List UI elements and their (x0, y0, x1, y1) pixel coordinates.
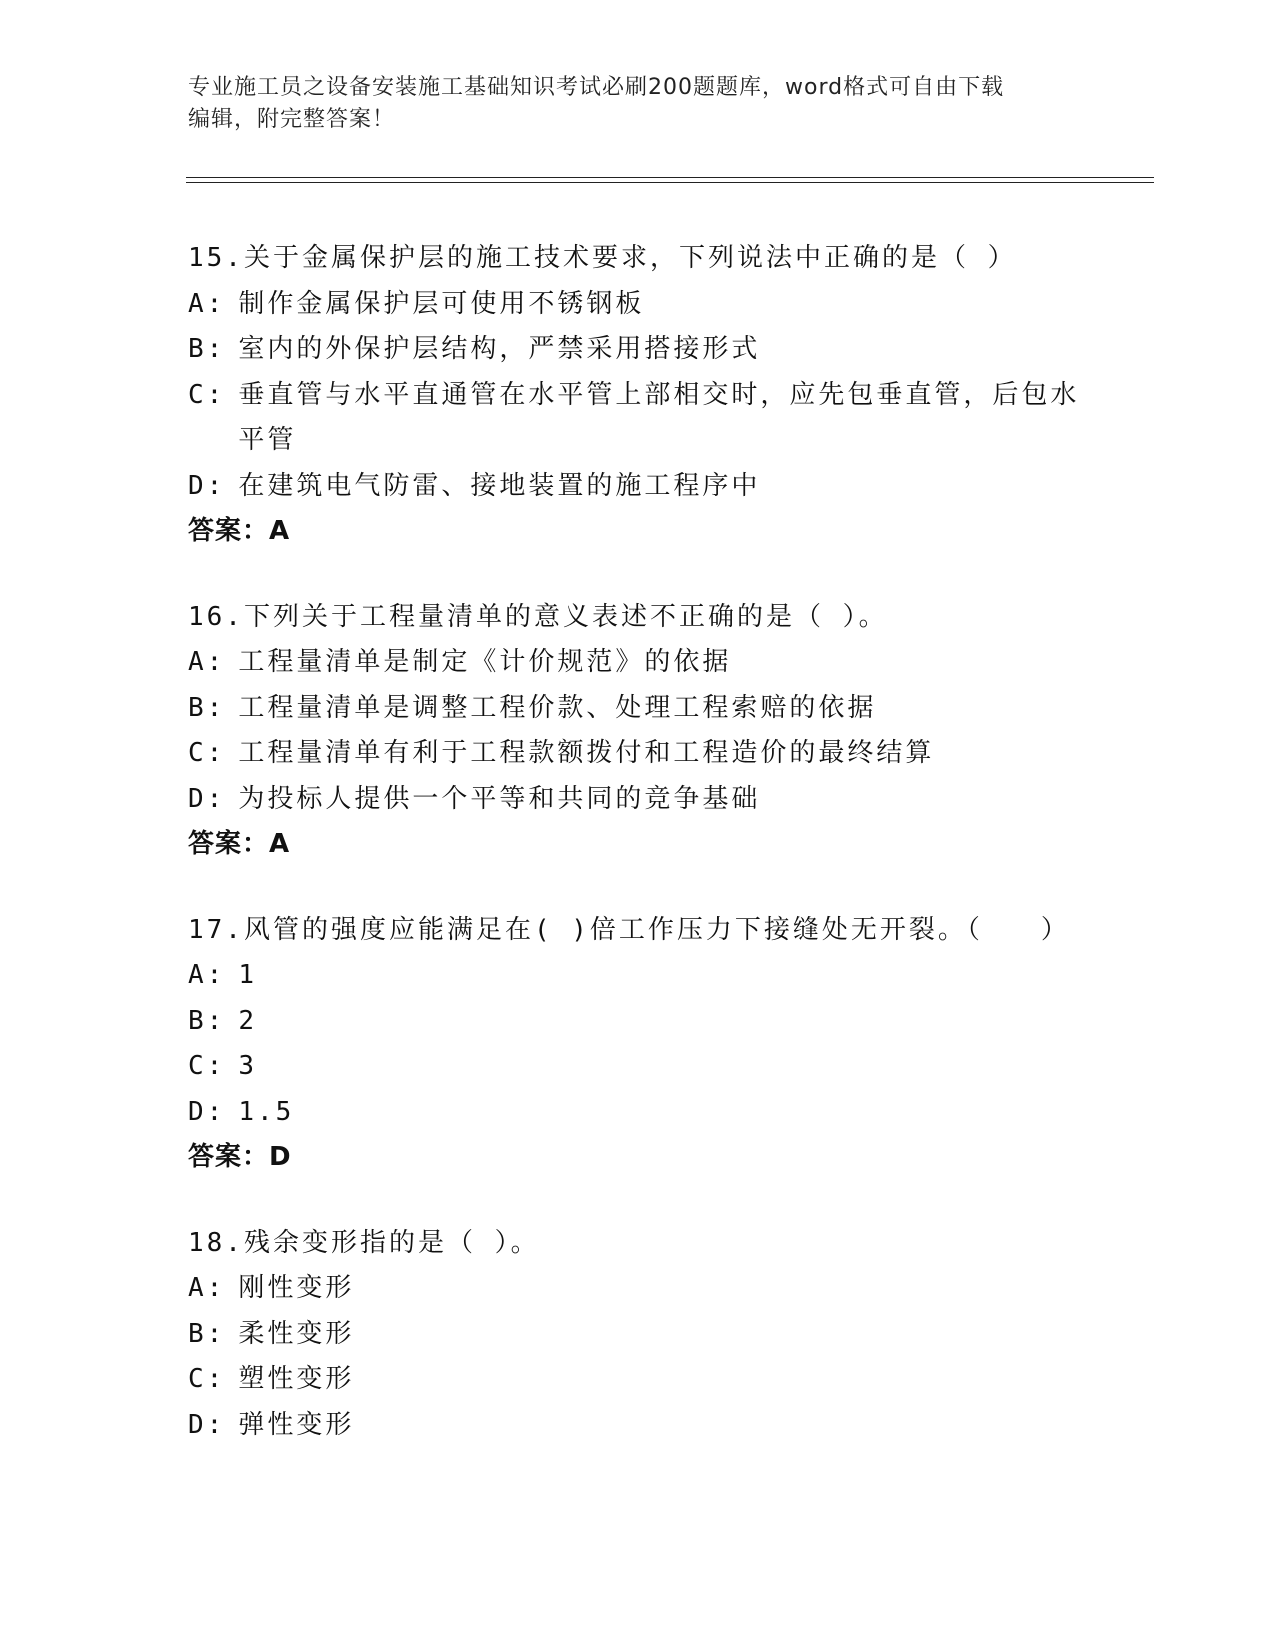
option-letter: C: (188, 379, 226, 410)
option-text: 弹性变形 (238, 1409, 355, 1440)
option-letter: A: (188, 1273, 226, 1303)
option-b (188, 999, 1088, 1045)
option-a (188, 1266, 1088, 1312)
option-letter: C: (188, 1364, 226, 1394)
option-a (188, 953, 1088, 999)
header-divider-bottom (186, 182, 1154, 183)
option-letter: A: (188, 647, 226, 677)
option-letter: D: (188, 1096, 226, 1127)
option-letter: C: (188, 738, 226, 768)
option-b (188, 1312, 1088, 1358)
question-17 (188, 908, 1088, 1181)
option-text: 为投标人提供一个平等和共同的竞争基础 (238, 783, 761, 814)
answer-text: 答案：A (188, 516, 291, 546)
question-stem: 18.残余变形指的是（ ）。 (188, 1227, 540, 1258)
option-letter: D: (188, 1409, 226, 1440)
option-c (188, 1357, 1088, 1403)
option-letter: B: (188, 334, 226, 364)
option-c (188, 1044, 1088, 1090)
question-stem: 15.关于金属保护层的施工技术要求，下列说法中正确的是（ ） (188, 243, 1017, 273)
option-text: 工程量清单是制定《计价规范》的依据 (238, 647, 732, 677)
option-letter: B: (188, 1005, 226, 1036)
option-a (188, 282, 1088, 328)
option-b (188, 327, 1088, 373)
question-16 (188, 595, 1088, 868)
option-text: 室内的外保护层结构，严禁采用搭接形式 (238, 334, 761, 364)
option-letter: B: (188, 692, 226, 723)
option-d (188, 464, 1088, 510)
header-line-2: 编辑，附完整答案！ (188, 107, 396, 132)
option-text: 1 (238, 960, 257, 990)
option-text: 在建筑电气防雷、接地装置的施工程序中 (238, 470, 761, 501)
option-c (188, 731, 1088, 777)
option-text: 垂直管与水平直通管在水平管上部相交时，应先包垂直管，后包水平管 (238, 379, 1080, 455)
question-list (188, 236, 1088, 1488)
answer-text: 答案：A (188, 829, 291, 859)
option-text: 3 (238, 1051, 257, 1081)
option-text: 柔性变形 (238, 1318, 355, 1349)
option-text: 刚性变形 (238, 1273, 355, 1303)
option-text: 工程量清单是调整工程价款、处理工程索赔的依据 (238, 692, 877, 723)
answer-text: 答案：D (188, 1142, 292, 1172)
option-letter: C: (188, 1051, 226, 1081)
question-18 (188, 1221, 1088, 1449)
option-text: 制作金属保护层可使用不锈钢板 (238, 288, 645, 319)
option-text: 塑性变形 (238, 1364, 355, 1394)
option-d (188, 1403, 1088, 1449)
option-b (188, 686, 1088, 732)
option-a (188, 640, 1088, 686)
question-stem: 17.风管的强度应能满足在( )倍工作压力下接缝处无开裂。（ ） (188, 914, 1070, 945)
option-letter: B: (188, 1318, 226, 1349)
option-letter: D: (188, 470, 226, 501)
question-stem: 16.下列关于工程量清单的意义表述不正确的是（ ）。 (188, 601, 888, 632)
option-letter: A: (188, 960, 226, 990)
option-d (188, 1090, 1088, 1136)
header-line-1: 专业施工员之设备安装施工基础知识考试必刷200题题库，word格式可自由下载 (188, 75, 1005, 100)
question-15 (188, 236, 1088, 555)
option-letter: A: (188, 288, 226, 319)
option-text: 1.5 (238, 1096, 295, 1127)
document-header (188, 72, 1088, 136)
option-text: 2 (238, 1005, 257, 1036)
header-divider-top (186, 177, 1154, 178)
option-letter: D: (188, 783, 226, 814)
option-text: 工程量清单有利于工程款额拨付和工程造价的最终结算 (238, 738, 935, 768)
option-d (188, 777, 1088, 823)
option-c (188, 373, 1088, 464)
